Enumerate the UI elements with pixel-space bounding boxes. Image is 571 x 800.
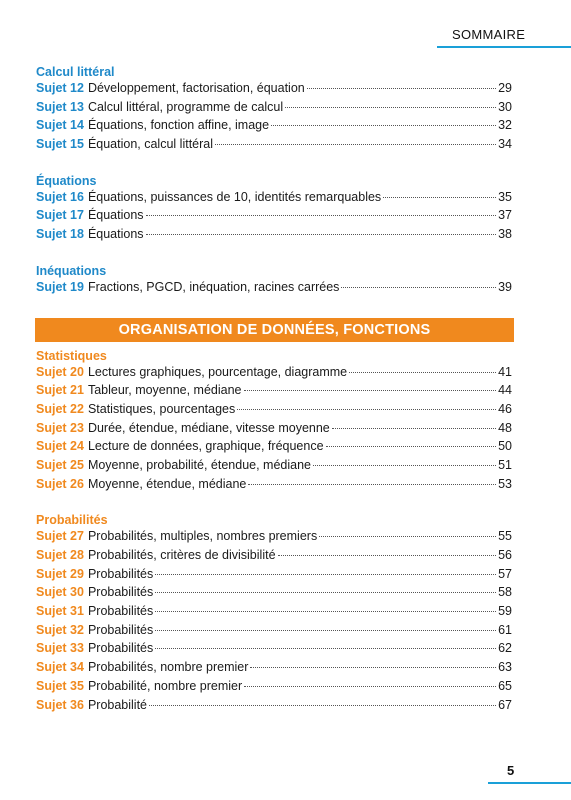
header-rule [437,46,571,48]
sujet-label: Sujet 13 [36,99,84,114]
section-banner [36,318,512,342]
sujet-label: Sujet 12 [36,81,84,95]
dot-leader [155,574,496,575]
section-heading: Calcul littéral [36,65,115,79]
section-heading: Statistiques [36,348,107,363]
entry-page-number: 51 [498,457,512,472]
dot-leader [271,125,496,126]
entry-page-number: 61 [498,622,512,637]
dot-leader [250,667,496,668]
entry-page-number: 44 [498,383,512,398]
sujet-label: Sujet 35 [36,678,84,693]
dot-leader [341,287,496,288]
dot-leader [307,88,496,89]
entry-title: Développement, factorisation, équation [87,81,305,95]
entry-page-number: 50 [498,439,512,454]
toc-entry[interactable] [36,208,512,227]
entry-title: Équations, fonction affine, image [87,118,270,133]
section-heading: Probabilités [36,513,108,528]
entry-title: Probabilités, multiples, nombres premiers [87,529,318,544]
page-number: 5 [507,763,515,778]
sujet-label: Sujet 33 [36,641,84,656]
entry-title: Probabilité, nombre premier [87,678,243,693]
section-heading: Équations [36,173,97,188]
running-header [437,22,571,48]
entry-title: Probabilités [87,604,154,619]
toc-entry[interactable] [36,458,512,477]
entry-title: Probabilités [87,566,154,581]
entry-title: Probabilités, critères de divisibilité [87,548,276,562]
entry-page-number: 46 [498,401,512,416]
entry-title: Moyenne, probabilité, étendue, médiane [87,457,312,472]
toc-section [36,347,512,496]
toc-entry[interactable] [36,698,512,717]
entry-page-number: 37 [498,208,512,223]
banner-title: ORGANISATION DE DONNÉES, FONCTIONS [35,318,514,342]
sujet-label: Sujet 16 [36,189,84,204]
entry-page-number: 56 [498,548,512,562]
dot-leader [248,484,496,485]
entry-title: Moyenne, étendue, médiane [87,476,247,491]
entry-page-number: 38 [498,227,512,242]
toc-section [36,262,512,299]
dot-leader [313,465,496,466]
entry-page-number: 58 [498,585,512,600]
entry-page-number: 41 [498,364,512,379]
entry-page-number: 34 [498,137,512,152]
entry-page-number: 53 [498,476,512,491]
entry-page-number: 48 [498,420,512,435]
sujet-label: Sujet 19 [36,279,84,294]
sujet-label: Sujet 27 [36,529,84,544]
entry-page-number: 59 [498,604,512,619]
toc-entry[interactable] [36,402,512,421]
entry-page-number: 62 [498,641,512,656]
toc-entry[interactable] [36,190,512,209]
sujet-label: Sujet 21 [36,383,84,398]
entry-title: Fractions, PGCD, inéquation, racines carrées [87,279,340,294]
dot-leader [237,409,496,410]
dot-leader [155,611,496,612]
toc-entry[interactable] [36,585,512,604]
entry-title: Probabilités [87,641,154,656]
entry-title: Équation, calcul littéral [87,137,214,152]
entry-page-number: 32 [498,118,512,133]
entry-title: Probabilités, nombre premier [87,660,249,675]
entry-page-number: 35 [498,189,512,204]
sujet-label: Sujet 36 [36,697,84,712]
dot-leader [332,428,496,429]
toc-entry[interactable] [36,280,512,299]
footer-rule [488,782,571,784]
dot-leader [244,390,496,391]
toc-entry[interactable] [36,623,512,642]
dot-leader [285,107,496,108]
toc-entry[interactable] [36,100,512,119]
toc-entry[interactable] [36,660,512,679]
dot-leader [155,592,496,593]
dot-leader [149,705,496,706]
toc-entry[interactable] [36,548,512,567]
dot-leader [146,215,496,216]
dot-leader [244,686,496,687]
entry-title: Probabilité [87,697,148,712]
sujet-label: Sujet 34 [36,660,84,675]
toc-entry[interactable] [36,477,512,496]
dot-leader [319,536,496,537]
entry-page-number: 55 [498,529,512,544]
sujet-label: Sujet 32 [36,622,84,637]
sujet-label: Sujet 26 [36,476,84,491]
toc-entry[interactable] [36,118,512,137]
dot-leader [349,372,496,373]
entry-page-number: 63 [498,660,512,675]
toc-entry[interactable] [36,439,512,458]
dot-leader [326,446,496,447]
entry-page-number: 57 [498,566,512,581]
toc-entry[interactable] [36,641,512,660]
header-title: SOMMAIRE [452,27,526,42]
toc-entry[interactable] [36,365,512,384]
sujet-label: Sujet 29 [36,566,84,581]
toc-entry[interactable] [36,567,512,586]
sujet-label: Sujet 25 [36,457,84,472]
entry-page-number: 29 [498,81,512,95]
dot-leader [155,648,496,649]
sujet-label: Sujet 24 [36,439,84,454]
entry-title: Équations, puissances de 10, identités remarquables [87,189,382,204]
toc-entry[interactable] [36,383,512,402]
entry-title: Probabilités [87,622,154,637]
entry-title: Durée, étendue, médiane, vitesse moyenne [87,420,330,435]
dot-leader [278,555,496,556]
section-heading: Inéquations [36,263,107,278]
toc-entry[interactable] [36,421,512,440]
entry-title: Lecture de données, graphique, fréquence [87,439,324,454]
sujet-label: Sujet 15 [36,137,84,152]
sujet-label: Sujet 31 [36,604,84,619]
sujet-label: Sujet 14 [36,118,84,133]
sujet-label: Sujet 20 [36,364,84,379]
sujet-label: Sujet 22 [36,401,84,416]
entry-page-number: 67 [498,697,512,712]
toc-section [36,511,512,716]
entry-title: Calcul littéral, programme de calcul [87,99,284,114]
sujet-label: Sujet 17 [36,208,84,223]
entry-title: Équations [87,208,144,223]
toc-section [36,63,512,156]
dot-leader [146,234,496,235]
dot-leader [383,197,496,198]
entry-title: Lectures graphiques, pourcentage, diagramme [87,364,348,379]
entry-title: Probabilités [87,585,154,600]
toc-entry[interactable] [36,604,512,623]
toc-entry[interactable] [36,529,512,548]
toc-entry[interactable] [36,227,512,246]
entry-page-number: 30 [498,99,512,114]
toc-entry[interactable] [36,81,512,100]
sujet-label: Sujet 18 [36,227,84,242]
sujet-label: Sujet 23 [36,420,84,435]
entry-page-number: 39 [498,279,512,294]
entry-title: Équations [87,227,144,242]
sujet-label: Sujet 28 [36,548,84,562]
dot-leader [215,144,496,145]
entry-page-number: 65 [498,678,512,693]
toc-entry[interactable] [36,137,512,156]
table-of-contents [36,63,512,716]
entry-title: Statistiques, pourcentages [87,401,236,416]
dot-leader [155,630,496,631]
sujet-label: Sujet 30 [36,585,84,600]
toc-entry[interactable] [36,679,512,698]
toc-section [36,172,512,246]
entry-title: Tableur, moyenne, médiane [87,383,242,398]
